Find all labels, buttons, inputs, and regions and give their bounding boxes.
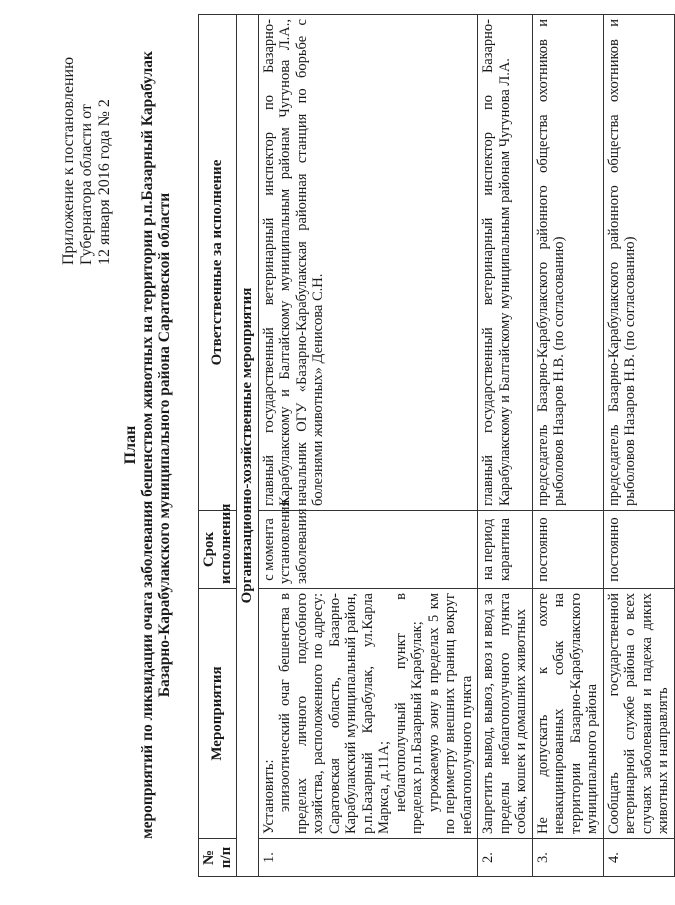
row-responsible: главный государственный ветеринарный инспектор по Базарно-Карабулакскому и Балтайскому муниципальным районам Чугунова Л.А., начальник ОГУ «Базарно-Карабулакская районная станция по борьбе с болезнями животных» Денисова С.Н. (258, 15, 478, 511)
title-line: Базарно-Карабулакского муниципального района Саратовской области (156, 192, 173, 698)
row-number: 3. (532, 839, 603, 877)
title-word: План (122, 425, 139, 465)
row-number: 1. (258, 839, 478, 877)
header-term: Срок исполнения (199, 511, 237, 589)
row-measures: Не допускать к охоте невакцинированных собак на территории Базарно-Карабулакского муниципального района (532, 589, 603, 839)
header-responsible: Ответственные за исполнение (199, 15, 237, 511)
row-number: 2. (478, 839, 533, 877)
row-measures: Сообщать государственной ветеринарной службе района о всех случаях заболевания и падежа диких животных и направлять (603, 589, 674, 839)
row-responsible: председатель Базарно-Карабулакского районного общества охотников и рыболовов Назаров Н.В. (по согласованию) (532, 15, 603, 511)
appendix-note (60, 15, 114, 265)
row-measures (258, 589, 478, 839)
table-row (258, 15, 478, 877)
row-measures: Запретить вывод, вывоз, ввоз и ввод за пределы неблагополучного пункта собак, кошек и домашних животных (478, 589, 533, 839)
table-row (478, 15, 533, 877)
row-term: на период карантина (478, 511, 533, 589)
header-num: № п/п (199, 839, 237, 877)
row-responsible: главный государственный ветеринарный инспектор по Базарно-Карабулакскому и Балтайскому муниципальным районам Чугунова Л.А. (478, 15, 533, 511)
section-title: Организационно-хозяйственные мероприятия (237, 15, 259, 877)
measures-paragraph: неблагополучный пункт в пределах р.п.Базарный Карабулак; (392, 593, 425, 834)
title-line: мероприятий по ликвидации очага заболевания бешенством животных на территории р.п.Базарный Карабулак (139, 51, 156, 839)
section-row (237, 15, 259, 877)
table-row (603, 15, 674, 877)
table-row (532, 15, 603, 877)
document-title (122, 35, 173, 855)
appendix-line: 12 января 2016 года № 2 (96, 99, 113, 265)
row-term: с момента установления заболевания (258, 511, 478, 589)
measures-paragraph: угрожаемую зону в пределах 5 км по периметру внешних границ вокруг неблагополучного пункта (425, 593, 475, 834)
appendix-line: Приложение к постановлению (60, 56, 77, 265)
plan-table (198, 14, 675, 877)
measures-intro: Установить: (260, 759, 277, 834)
table-header-row (199, 15, 237, 877)
row-number: 4. (603, 839, 674, 877)
appendix-line: Губернатора области от (78, 104, 95, 265)
row-term: постоянно (603, 511, 674, 589)
measures-paragraph: эпизоотический очаг бешенства в пределах личного подсобного хозяйства, расположенного по адресу: Саратовская область, Базарно-Карабулакский муниципальный район, р.п.Базарный Карабулак, ул.Карла Маркса, д.11А; (277, 593, 392, 834)
header-measures: Мероприятия (199, 589, 237, 839)
row-responsible: председатель Базарно-Карабулакского районного общества охотников и рыболовов Назаров Н.В. (по согласованию) (603, 15, 674, 511)
row-term: постоянно (532, 511, 603, 589)
